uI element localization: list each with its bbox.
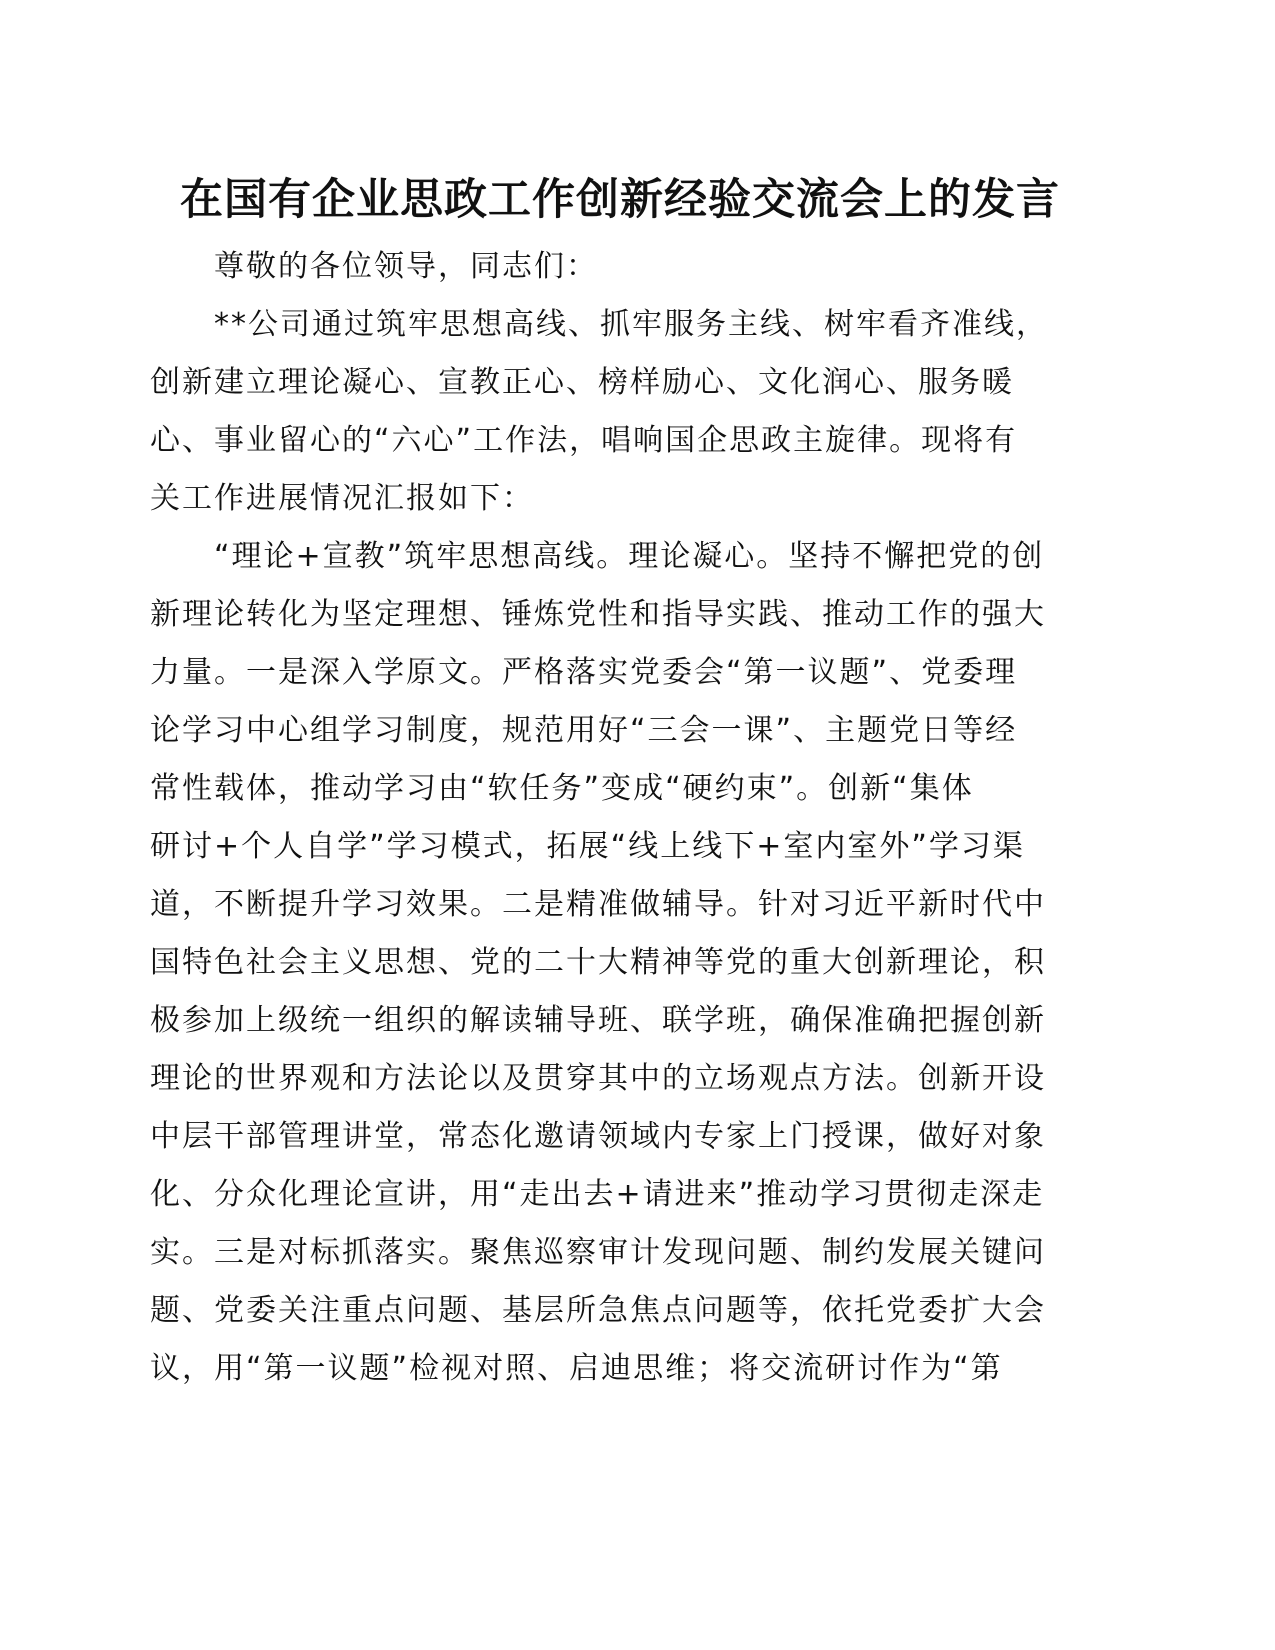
paragraph-line: 国特色社会主义思想、党的二十大精神等党的重大创新理论，积 bbox=[150, 945, 1046, 980]
paragraph-line: 研讨+个人自学”学习模式，拓展“线上线下+室内室外”学习渠 bbox=[150, 829, 1025, 864]
paragraph-line: 常性载体，推动学习由“软任务”变成“硬约束”。创新“集体 bbox=[150, 771, 974, 806]
paragraph-line: 化、分众化理论宣讲，用“走出去+请进来”推动学习贯彻走深走 bbox=[150, 1177, 1045, 1212]
paragraph-line: 理论的世界观和方法论以及贯穿其中的立场观点方法。创新开设 bbox=[150, 1061, 1046, 1096]
document-title: 在国有企业思政工作创新经验交流会上的发言 bbox=[180, 175, 1060, 225]
paragraph-line: 论学习中心组学习制度，规范用好“三会一课”、主题党日等经 bbox=[150, 713, 1018, 748]
paragraph-line: 题、党委关注重点问题、基层所急焦点问题等，依托党委扩大会 bbox=[150, 1293, 1046, 1328]
paragraph-line: 新理论转化为坚定理想、锤炼党性和指导实践、推动工作的强大 bbox=[150, 597, 1046, 632]
paragraph-line: 极参加上级统一组织的解读辅导班、联学班，确保准确把握创新 bbox=[150, 1003, 1046, 1038]
document-body bbox=[150, 238, 1110, 1398]
paragraph-line: 实。三是对标抓落实。聚焦巡察审计发现问题、制约发展关键问 bbox=[150, 1235, 1046, 1270]
paragraph-line: “理论+宣教”筑牢思想高线。理论凝心。坚持不懈把党的创 bbox=[214, 539, 1045, 574]
salutation-line: 尊敬的各位领导，同志们： bbox=[214, 249, 598, 284]
paragraph-line: 议，用“第一议题”检视对照、启迪思维；将交流研讨作为“第 bbox=[150, 1351, 1003, 1386]
paragraph-line: 关工作进展情况汇报如下： bbox=[150, 481, 534, 516]
paragraph-line: 心、事业留心的“六心”工作法，唱响国企思政主旋律。现将有 bbox=[150, 423, 1018, 458]
paragraph-line: 道，不断提升学习效果。二是精准做辅导。针对习近平新时代中 bbox=[150, 887, 1046, 922]
paragraph-line: 中层干部管理讲堂，常态化邀请领域内专家上门授课，做好对象 bbox=[150, 1119, 1046, 1154]
paragraph-line: 创新建立理论凝心、宣教正心、榜样励心、文化润心、服务暖 bbox=[150, 365, 1014, 400]
paragraph-line: 力量。一是深入学原文。严格落实党委会“第一议题”、党委理 bbox=[150, 655, 1018, 690]
paragraph-line: **公司通过筑牢思想高线、抓牢服务主线、树牢看齐准线， bbox=[214, 307, 1048, 342]
